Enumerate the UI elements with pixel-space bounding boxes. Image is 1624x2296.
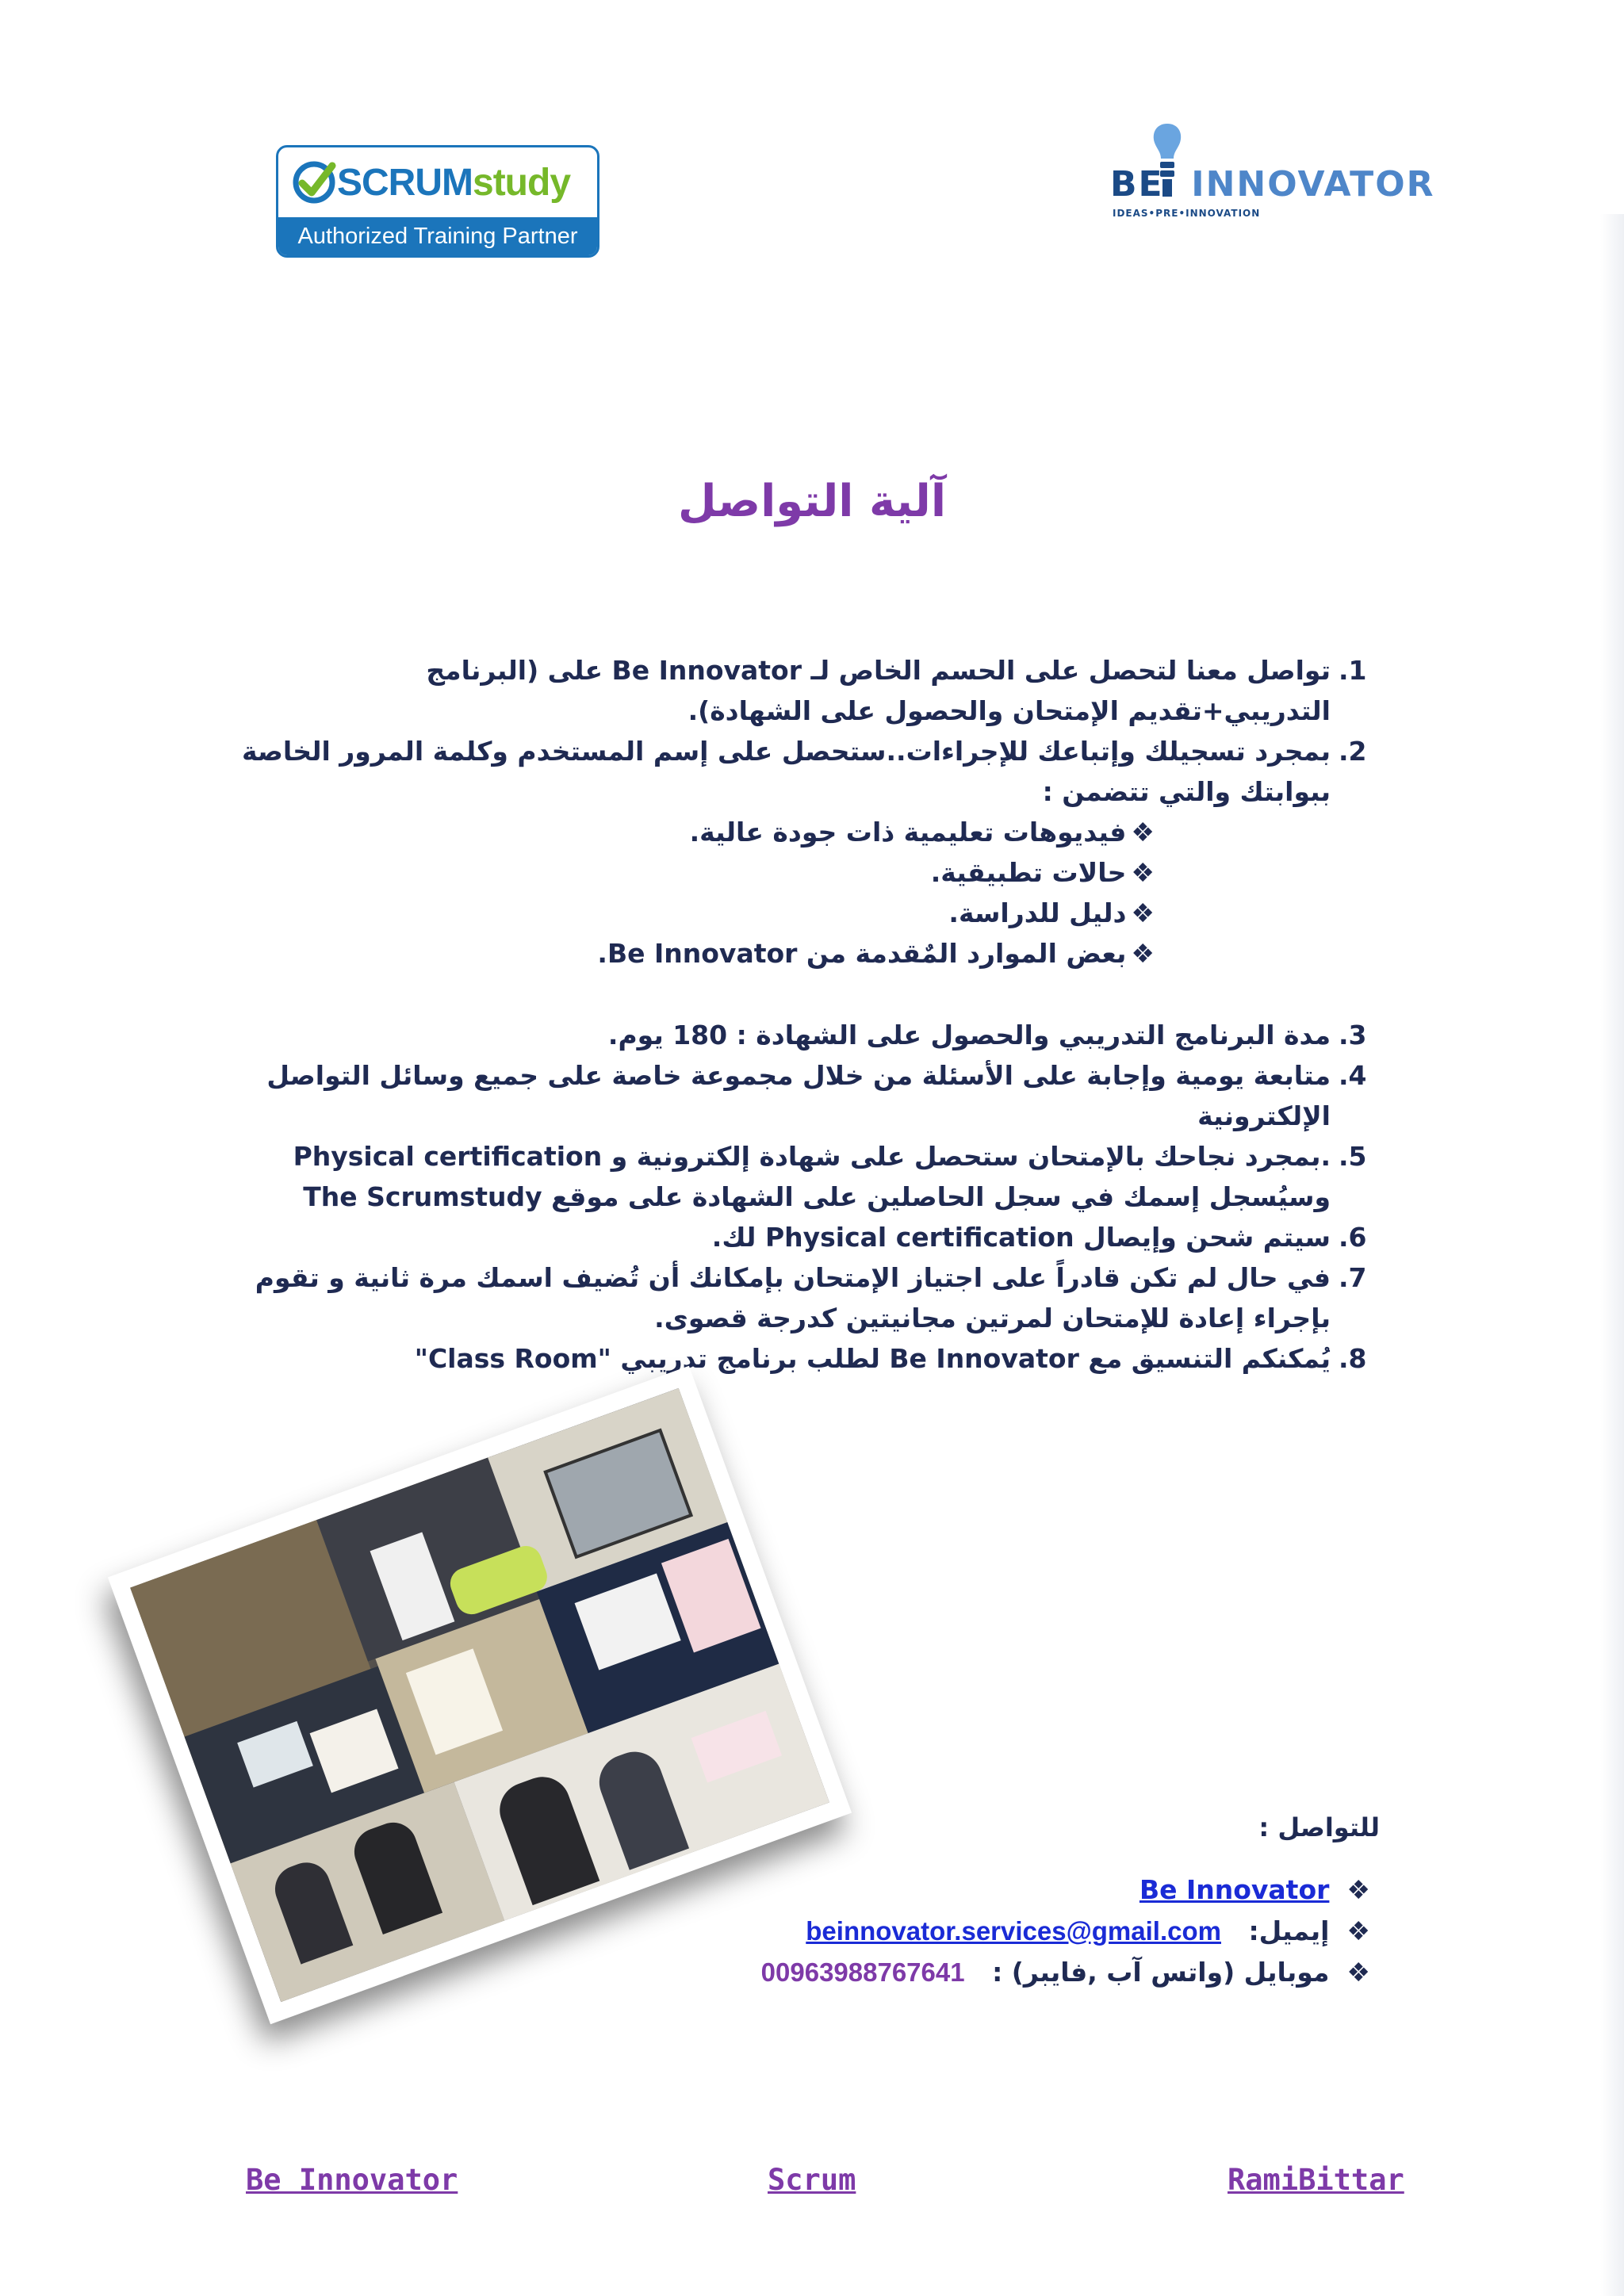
list-item: [238, 1338, 1367, 1379]
item-number: .8: [1339, 1343, 1367, 1374]
list-item: [238, 1015, 1367, 1055]
mobile-number: 00963988767641: [760, 1957, 965, 1987]
item-text: سيتم شحن وإيصال Physical certification لك.: [711, 1222, 1331, 1253]
scrumstudy-logo-top: [278, 147, 597, 217]
item-text: تواصل معنا لتحصل على الحسم الخاص لـ Be Innovator على (البرنامج التدريبي+تقديم الإمتحان والحصول على الشهادة).: [426, 655, 1331, 726]
item-text: بمجرد تسجيلك وإتباعك للإجراءات..ستحصل على إسم المستخدم وكلمة المرور الخاصة ببوابتك والتي تتضمن :: [242, 736, 1331, 807]
item-number: .6: [1339, 1222, 1367, 1253]
list-item: [238, 1055, 1367, 1136]
be-innovator-link[interactable]: Be Innovator: [1139, 1874, 1330, 1905]
item-number: .1: [1339, 655, 1367, 686]
be-innovator-name: [1110, 164, 1434, 205]
includes-bullets: [238, 812, 1155, 974]
item-number: .2: [1339, 736, 1367, 767]
bullet-text: بعض الموارد المٌقدمة من Be Innovator.: [597, 938, 1127, 969]
be-word: BE: [1110, 164, 1164, 205]
list-item: [238, 1257, 1367, 1338]
footer-link-be-innovator[interactable]: Be Innovator: [246, 2163, 458, 2197]
contact-email-row: [674, 1911, 1370, 1952]
bullet-item: [238, 852, 1155, 893]
item-number: .7: [1339, 1262, 1367, 1293]
diamond-bullet-icon: ❖: [1131, 857, 1155, 888]
item-number: .4: [1339, 1060, 1367, 1091]
email-label: إيميل:: [1248, 1915, 1330, 1946]
bullet-item: [238, 812, 1155, 852]
item-number: .5: [1339, 1141, 1367, 1172]
diamond-bullet-icon: ❖: [1131, 938, 1155, 969]
mobile-label: موبايل (واتس آب ,فايبر) :: [992, 1957, 1330, 1988]
study-word: study: [473, 161, 571, 204]
diamond-bullet-icon: ❖: [1131, 817, 1155, 848]
list-item: [238, 1136, 1367, 1217]
diamond-bullet-icon: ❖: [1131, 897, 1155, 928]
innovator-word: INNOVATOR: [1191, 164, 1435, 205]
email-link[interactable]: beinnovator.services@gmail.com: [806, 1916, 1221, 1946]
scrumstudy-subtitle: Authorized Training Partner: [278, 217, 597, 255]
item-text: مدة البرنامج التدريبي والحصول على الشهادة : 180 يوم.: [607, 1020, 1331, 1050]
diamond-bullet-icon: ❖: [1346, 1874, 1370, 1905]
list-item: [238, 1217, 1367, 1257]
contact-mobile-row: [674, 1952, 1370, 1993]
scrumstudy-logo: [276, 145, 599, 258]
item-text: في حال لم تكن قادراً على اجتياز الإمتحان بإمكانك أن تُضيف اسمك مرة ثانية و تقوم بإجراء إعادة للإمتحان لمرتين مجانيتين كدرجة قصوى.: [255, 1262, 1331, 1334]
be-innovator-tagline: IDEAS•PRE•INNOVATION: [1113, 208, 1261, 219]
footer-link-ramibittar[interactable]: RamiBittar: [1228, 2163, 1404, 2197]
list-item: [238, 650, 1367, 731]
diamond-bullet-icon: ❖: [1346, 1957, 1370, 1988]
bullet-item: [238, 933, 1155, 974]
footer-link-scrum[interactable]: Scrum: [768, 2163, 856, 2197]
item-text: .بمجرد نجاحك بالإمتحان ستحصل على شهادة إلكترونية و Physical certification وسيُسجل إسمك في سجل الحاصلين على الشهادة على موقع The Scrumstudy: [293, 1141, 1331, 1212]
scrum-word: SCRUM: [337, 161, 473, 204]
bullet-text: دليل للدراسة.: [948, 897, 1127, 928]
page-title: آلية التواصل: [677, 476, 947, 527]
contact-section: [674, 1808, 1380, 1993]
be-innovator-logo: [1106, 121, 1435, 224]
check-circle-icon: [291, 159, 337, 205]
bullet-text: فيديوهات تعليمية ذات جودة عالية.: [689, 817, 1127, 848]
bullet-text: حالات تطبيقية.: [930, 857, 1127, 888]
item-number: .3: [1339, 1020, 1367, 1050]
bullet-item: [238, 893, 1155, 933]
item-text: متابعة يومية وإجابة على الأسئلة من خلال مجموعة خاصة على جميع وسائل التواصل الإلكترونية: [266, 1060, 1331, 1131]
item-text: يُمكنكم التنسيق مع Be Innovator لطلب برنامج تدريبي "Class Room": [414, 1343, 1331, 1374]
diamond-bullet-icon: ❖: [1346, 1915, 1370, 1946]
steps-list: [238, 650, 1367, 1379]
list-item: [238, 731, 1367, 812]
contact-label: للتواصل :: [1258, 1812, 1380, 1843]
contact-site-row: [674, 1869, 1370, 1911]
